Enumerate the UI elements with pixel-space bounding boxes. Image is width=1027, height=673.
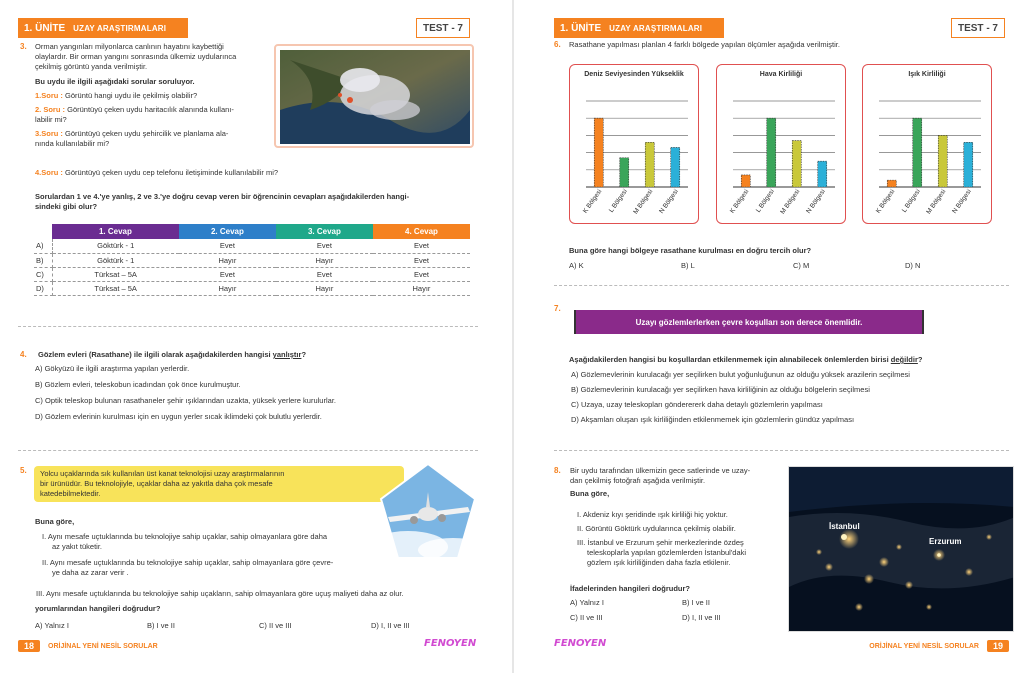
option-d[interactable]: D) I, II ve III bbox=[682, 613, 721, 622]
q7-banner: Uzayı gözlemlerlerken çevre koşulları son derece önemlidir. bbox=[574, 310, 924, 334]
option-letter: C) bbox=[34, 267, 52, 281]
q7-stem-text: Aşağıdakilerden hangisi bu koşullardan etkilenmemek için alınabilecek önlemlerden birisi bbox=[569, 355, 891, 364]
q8-options bbox=[570, 598, 790, 623]
chart-panel bbox=[716, 64, 846, 224]
soru-text: labilir mi? bbox=[35, 115, 67, 124]
option-c[interactable]: C) Optik teleskop bulunan rasathaneler şehir ışıklarından uzakta, yüksek yerlere kurulurlar. bbox=[35, 396, 336, 405]
page-footer bbox=[869, 639, 1009, 653]
chart-panel bbox=[569, 64, 699, 224]
bar bbox=[620, 158, 629, 187]
tick-label: N Bölgesi bbox=[658, 188, 680, 215]
table-row[interactable] bbox=[34, 281, 470, 295]
bar-chart bbox=[570, 65, 700, 225]
test-label: TEST - 7 bbox=[951, 18, 1005, 38]
table-row[interactable] bbox=[34, 239, 470, 253]
bar bbox=[671, 147, 680, 187]
option-b[interactable]: B) I ve II bbox=[682, 598, 710, 607]
option-d[interactable]: D) N bbox=[905, 261, 921, 270]
statement-i-cont: az yakıt tüketir. bbox=[52, 542, 103, 551]
option-c[interactable]: C) II ve III bbox=[259, 621, 292, 630]
page-header bbox=[0, 18, 513, 38]
tick-label: L Bölgesi bbox=[754, 188, 776, 214]
statement-i: I. Aynı mesafe uçtuklarında bu teknolojiye sahip uçaklar, sahip olmayanlara göre daha bbox=[42, 532, 328, 541]
satellite-fire-photo bbox=[274, 44, 474, 148]
bar bbox=[741, 175, 750, 187]
tick-label: M Bölgesi bbox=[632, 188, 655, 216]
soru-label: 4.Soru : bbox=[35, 168, 63, 177]
unit-label: 1. ÜNİTE bbox=[560, 22, 602, 34]
bar bbox=[887, 180, 896, 187]
table-cell: Hayır bbox=[179, 281, 276, 295]
table-header: 3. Cevap bbox=[276, 224, 373, 239]
q4-stem-emphasis: yanlıştır bbox=[272, 350, 302, 359]
table-cell: Hayır bbox=[373, 281, 470, 295]
page-number: 19 bbox=[987, 640, 1009, 652]
divider bbox=[554, 450, 1009, 451]
tick-label: N Bölgesi bbox=[805, 188, 827, 215]
soru-text: Görüntüyü çeken uydu şehircilik ve planlama ala- bbox=[65, 129, 229, 138]
bar bbox=[913, 118, 922, 187]
soru-label: 3.Soru : bbox=[35, 129, 63, 138]
airplane-image bbox=[378, 462, 478, 562]
question-number: 7. bbox=[554, 304, 561, 313]
answer-table bbox=[34, 224, 470, 296]
tick-label: N Bölgesi bbox=[951, 188, 973, 215]
q3-lead: Bu uydu ile ilgili aşağıdaki sorular soruluyor. bbox=[35, 77, 195, 86]
option-letter: D) bbox=[34, 281, 52, 295]
q3-intro-line: Orman yangınları milyonlarca canlının hayatını kaybettiği bbox=[35, 42, 224, 51]
q3-intro-line: olaylardır. Bir orman yangını sonrasında ülkemiz uydularınca bbox=[35, 52, 237, 61]
option-letter: A) bbox=[34, 239, 52, 253]
bar bbox=[964, 142, 973, 187]
info-line: bir ürünüdür. Bu teknolojiyle, uçaklar daha az yakıtla daha çok mesafe bbox=[40, 479, 273, 488]
table-cell: Evet bbox=[276, 239, 373, 253]
unit-badge bbox=[18, 18, 188, 38]
tick-label: L Bölgesi bbox=[900, 188, 922, 214]
brand-logo: FENOYEN bbox=[424, 638, 477, 649]
q8-stem bbox=[570, 466, 790, 499]
table-cell: Hayır bbox=[276, 253, 373, 267]
table-cell: Türksat – 5A bbox=[52, 267, 179, 281]
fire-image bbox=[280, 50, 470, 144]
city-label-erzurum: Erzurum bbox=[929, 537, 962, 546]
footer-text: ORİJİNAL YENİ NESİL SORULAR bbox=[869, 642, 979, 650]
q3-intro bbox=[35, 42, 270, 149]
option-c[interactable]: C) II ve III bbox=[570, 613, 603, 622]
table-cell: Hayır bbox=[179, 253, 276, 267]
soru-text: Görüntüyü çeken uydu cep telefonu iletişiminde kullanılabilir mi? bbox=[65, 168, 279, 177]
bar bbox=[792, 141, 801, 187]
test-label: TEST - 7 bbox=[416, 18, 470, 38]
q3-stem-line: Sorulardan 1 ve 4.'ye yanlış, 2 ve 3.'ye doğru cevap veren bir öğrencinin cevapları aşağıdakilerden hangi- bbox=[35, 192, 410, 201]
chart-title: Deniz Seviyesinden Yükseklik bbox=[584, 71, 684, 78]
q8-stem-line: dan çekilmiş fotoğrafı aşağıda verilmiştir. bbox=[570, 476, 706, 485]
option-b[interactable]: B) Gözlem evleri, teleskobun icadından çok önce kurulmuştur. bbox=[35, 380, 241, 389]
chart-title: Işık Kirliliği bbox=[908, 71, 946, 78]
soru-text: Görüntüyü çeken uydu haritacılık alanında kullanı- bbox=[67, 105, 234, 114]
tick-label: M Bölgesi bbox=[779, 188, 802, 216]
bar bbox=[645, 142, 654, 187]
q3-stem bbox=[35, 192, 475, 212]
tick-label: L Bölgesi bbox=[607, 188, 629, 214]
statement-ii: II. Aynı mesafe uçtuklarında bu teknolojiye sahip uçaklar, sahip olmayanlara göre çevre- bbox=[42, 558, 334, 567]
option-b[interactable]: B) Gözlemevlerinin kurulacağı yer seçilirken hava kirliliğinin az olduğu bölgelerin seçilmesi bbox=[571, 385, 870, 394]
q6-stem: Rasathane yapılması planlan 4 farklı bölgede yapılan ölçümler aşağıda verilmiştir. bbox=[569, 40, 840, 49]
bar-chart bbox=[717, 65, 847, 225]
q7-stem bbox=[569, 355, 1024, 365]
q4-stem-mark: ? bbox=[301, 350, 307, 359]
unit-title: UZAY ARAŞTIRMALARI bbox=[609, 23, 703, 33]
q3-stem-line: sindeki gibi olur? bbox=[35, 202, 98, 211]
table-cell: Evet bbox=[373, 239, 470, 253]
option-d[interactable]: D) Akşamları oluşan ışık kirliliğinden etkilenmemek için gözlemlerin gündüz yapılması bbox=[571, 415, 855, 424]
question-number: 8. bbox=[554, 466, 561, 475]
table-cell: Evet bbox=[179, 239, 276, 253]
info-line: katedebilmektedir. bbox=[40, 489, 101, 498]
option-d[interactable]: D) Gözlem evlerinin kurulması için en uygun yerler sıcak iklimdeki çok bulutlu yerlerdir. bbox=[35, 412, 322, 421]
unit-title: UZAY ARAŞTIRMALARI bbox=[73, 23, 167, 33]
table-header: 2. Cevap bbox=[179, 224, 276, 239]
divider bbox=[18, 326, 478, 327]
bar bbox=[594, 118, 603, 187]
left-page bbox=[0, 0, 513, 673]
option-a[interactable]: A) Gözlemevlerinin kurulacağı yer seçilirken bulut yoğunluğunun az olduğu yüksek arazilerin seçilmesi bbox=[571, 370, 910, 379]
q4-stem bbox=[38, 350, 468, 360]
table-cell: Hayır bbox=[276, 281, 373, 295]
bar bbox=[938, 135, 947, 187]
brand-logo: FENOYEN bbox=[554, 638, 607, 649]
option-a[interactable]: A) Yalnız I bbox=[35, 621, 69, 630]
option-d[interactable]: D) I, II ve III bbox=[371, 621, 410, 630]
soru-label: 1.Soru : bbox=[35, 91, 63, 100]
q7-options bbox=[571, 370, 1011, 425]
tick-label: K Bölgesi bbox=[874, 188, 897, 215]
q3-s4 bbox=[35, 168, 335, 178]
chart-title: Hava Kirliliği bbox=[759, 71, 803, 78]
table-cell: Evet bbox=[373, 253, 470, 267]
option-b[interactable]: B) L bbox=[681, 261, 695, 270]
table-row[interactable] bbox=[34, 253, 470, 267]
tick-label: K Bölgesi bbox=[581, 188, 604, 215]
tick-label: M Bölgesi bbox=[925, 188, 948, 216]
option-a[interactable]: A) Gökyüzü ile ilgili araştırma yapılan yerlerdir. bbox=[35, 364, 190, 373]
option-b[interactable]: B) I ve II bbox=[147, 621, 175, 630]
table-cell: Türksat – 5A bbox=[52, 281, 179, 295]
city-label-istanbul: İstanbul bbox=[829, 522, 860, 531]
q6-ask: Buna göre hangi bölgeye rasathane kurulması en doğru tercih olur? bbox=[569, 246, 812, 255]
option-letter: B) bbox=[34, 253, 52, 267]
q5-statements bbox=[42, 532, 382, 578]
q7-stem-mark: ? bbox=[917, 355, 923, 364]
option-a[interactable]: A) K bbox=[569, 261, 584, 270]
statement-iii-cont: teleskoplarla yapılan gözlemlerden İstanbul'daki bbox=[587, 548, 747, 557]
q6-options bbox=[569, 261, 1009, 270]
statement-ii: II. Görüntü Göktürk uydularınca çekilmiş olabilir. bbox=[577, 524, 736, 533]
statement-iii: III. Aynı mesafe uçtuklarında bu teknolojiye sahip uçakların, sahip olmayanlara göre uçuş maliyeti daha az olur. bbox=[36, 589, 404, 598]
table-row[interactable] bbox=[34, 267, 470, 281]
question-number: 6. bbox=[554, 40, 561, 49]
table-cell: Evet bbox=[276, 267, 373, 281]
statement-ii-cont: ye daha az zarar verir . bbox=[52, 568, 129, 577]
option-a[interactable]: A) Yalnız I bbox=[570, 598, 604, 607]
q8-stem-line: Bir uydu tarafından ülkemizin gece satlerinde ve uzay- bbox=[570, 466, 751, 475]
unit-label: 1. ÜNİTE bbox=[24, 22, 66, 34]
table-cell: Göktürk - 1 bbox=[52, 253, 179, 267]
night-satellite-photo bbox=[788, 466, 1014, 632]
footer-text: ORİJİNAL YENİ NESİL SORULAR bbox=[48, 642, 158, 650]
table-cell: Evet bbox=[179, 267, 276, 281]
bar bbox=[818, 161, 827, 187]
table-cell: Göktürk - 1 bbox=[52, 239, 179, 253]
soru-text: nında kullanılabilir mi? bbox=[35, 139, 110, 148]
table-header: 1. Cevap bbox=[52, 224, 179, 239]
soru-label: 2. Soru : bbox=[35, 105, 66, 114]
question-number: 3. bbox=[20, 42, 27, 51]
table-header: 4. Cevap bbox=[373, 224, 470, 239]
option-c[interactable]: C) M bbox=[793, 261, 810, 270]
q4-options bbox=[35, 364, 475, 422]
table-cell: Evet bbox=[373, 267, 470, 281]
unit-badge bbox=[554, 18, 724, 38]
bar-chart bbox=[863, 65, 993, 225]
q4-stem-text: Gözlem evleri (Rasathane) ile ilgili olarak aşağıdakilerden hangisi bbox=[38, 350, 273, 359]
question-number: 5. bbox=[20, 466, 27, 475]
q8-lead: Buna göre, bbox=[570, 489, 610, 498]
right-page bbox=[514, 0, 1027, 673]
info-line: Yolcu uçaklarında sık kullanılan üst kanat teknolojisi uzay araştırmalarının bbox=[40, 469, 285, 478]
q5-ask: yorumlarından hangileri doğrudur? bbox=[35, 604, 161, 613]
q8-ask: İfadelerinden hangileri doğrudur? bbox=[570, 584, 691, 593]
info-box bbox=[34, 466, 404, 502]
divider bbox=[18, 450, 478, 451]
page-footer bbox=[18, 639, 158, 653]
q3-intro-line: çekilmiş görüntü yanda verilmiştir. bbox=[35, 62, 148, 71]
divider bbox=[554, 285, 1009, 286]
question-number: 4. bbox=[20, 350, 27, 359]
q7-stem-emphasis: değildir bbox=[890, 355, 918, 364]
bar bbox=[767, 118, 776, 187]
statement-iii: III. İstanbul ve Erzurum şehir merkezlerinde özdeş bbox=[577, 538, 744, 547]
statement-i: I. Akdeniz kıyı şeridinde ışık kirliliği hiç yoktur. bbox=[577, 510, 728, 519]
chart-panel bbox=[862, 64, 992, 224]
q5-options bbox=[35, 621, 475, 630]
q8-statements bbox=[577, 510, 787, 568]
page-number: 18 bbox=[18, 640, 40, 652]
tick-label: K Bölgesi bbox=[728, 188, 751, 215]
q5-lead: Buna göre, bbox=[35, 517, 75, 526]
page-header bbox=[514, 18, 1027, 38]
statement-iii-cont: gözlem ışık kirliliğinden daha fazla etkilenir. bbox=[587, 558, 731, 567]
option-c[interactable]: C) Uzaya, uzay teleskopları gönderererk daha detaylı gözlemlerin yapılması bbox=[571, 400, 823, 409]
soru-text: Görüntü hangi uydu ile çekilmiş olabilir? bbox=[65, 91, 198, 100]
